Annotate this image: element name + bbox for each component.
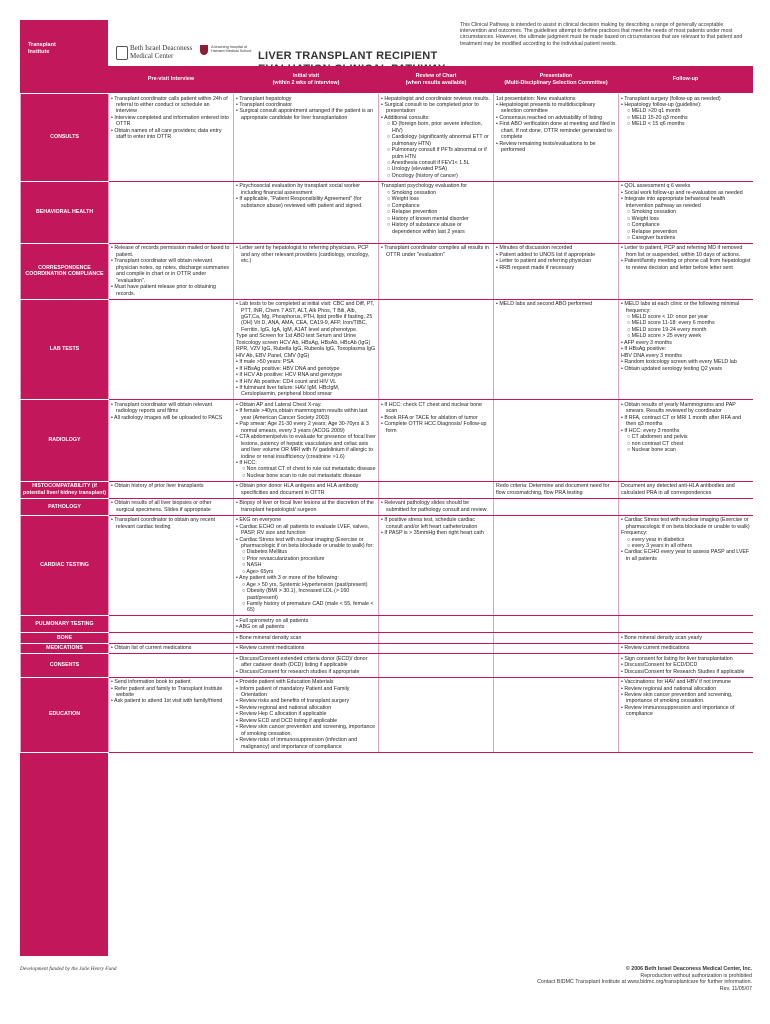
cell-item: • Transplant coordinator — [236, 101, 293, 108]
cell-item: HBV DNA every 3 months — [621, 352, 682, 359]
table-cell — [379, 481, 494, 498]
cell-item: • Inform patient of mandatory Patient and Family Orientation — [236, 685, 350, 699]
cell-item: ○ Urology (elevated PSA) — [387, 166, 448, 173]
cell-item: • First ABO verification done at meeting and filed in chart. If not done, OTTR reminder generated to complete — [496, 121, 616, 141]
table-row — [21, 498, 753, 515]
cell-item: ○ Age > 50 yrs, Systemic Hypertension (past/present) — [242, 581, 368, 588]
table-cell — [234, 633, 379, 643]
table-row — [21, 181, 753, 243]
table-cell — [234, 181, 379, 243]
row-label: BEHAVIORAL HEALTH — [21, 181, 109, 243]
cell-item: ○ Obesity (BMI > 30.1), Increased LDL (> 160 past/present) — [242, 588, 350, 601]
cell-item: • Obtain list of current medications — [111, 645, 192, 652]
institute-label-line: Transplant — [28, 42, 56, 48]
cell-item: • Ask patient to attend 1st visit with family/friend — [111, 698, 223, 705]
cell-item: • Review skin cancer prevention and screening, importance of smoking cessation. — [621, 692, 733, 705]
table-cell — [494, 677, 619, 752]
cell-item: • Hepatologist presents to multidisciplinary selection committee — [496, 101, 596, 115]
column-header-title: Pre-visit Interview — [147, 76, 195, 83]
cell-item: • Discuss/Consent extended criteria donor (ECD)/ donor after cadaver death (DCD) listing if applicable — [236, 655, 368, 669]
bidmc-logo-mark-icon — [116, 46, 128, 60]
table-cell — [234, 515, 379, 616]
cell-item: ○ Nuclear bone scan to rule out metastatic disease — [242, 472, 362, 479]
table-row — [21, 243, 753, 299]
cell-item: ○ Cardiology (significantly abnormal ETT or pulmonary HTN) — [387, 134, 489, 147]
table-cell — [619, 515, 753, 616]
table-cell — [619, 481, 753, 498]
cell-item: • Letter to patient, PCP and referring MD if removed from list or suspended, within 10 days of actions. — [621, 245, 743, 258]
cell-item: • Cardiac ECHO every year to assess PASP and LVEF in all patients — [621, 549, 750, 562]
cell-item: ○ every 3 years in all others — [627, 542, 693, 549]
cell-item: • Pap smear: Age 21-30 every 2 years; Age 30-70yrs & 3 normal smears, every 3 years (ACOG 2009) — [236, 421, 369, 434]
column-header-subtitle: (within 2 wks of interview) — [272, 79, 340, 86]
table-cell — [494, 633, 619, 643]
table-row — [21, 299, 753, 400]
cell-item: • If fulminant liver failure: HAV IgM, HBcIgM, Ceruloplasmin, peripheral blood smear — [236, 384, 340, 398]
cell-item: ○ ID (foreign born, prior severe infection, HIV) — [387, 121, 483, 134]
cell-item: • If male >50 years: PSA — [236, 359, 294, 366]
column-header-title: Review of Chart — [415, 73, 457, 80]
cell-item: • Review immunosuppression and importance of compliance — [621, 704, 735, 718]
table-cell — [619, 616, 753, 633]
cell-item: • All radiology images will be uploaded to PACS — [111, 414, 223, 421]
table-row — [21, 633, 753, 643]
cell-item: • Vaccinations: for HAV and HBV if not immune — [621, 679, 731, 686]
table-row — [21, 654, 753, 677]
cell-item: • Transplant coordinator compiles all results in OTTR under "evaluation" — [381, 245, 489, 258]
cell-item: • Psychosocial evaluation by transplant social worker including financial assessment — [236, 183, 361, 196]
cell-item: • Additional consults: — [381, 114, 430, 121]
cell-item: • Review remaining tests/evaluations to be performed — [496, 140, 596, 154]
cell-item: • Transplant coordinator to obtain any recent relevant cardiac testing — [111, 517, 216, 530]
cell-item: • Must have patient release prior to obtaining records. — [111, 284, 216, 297]
table-cell — [619, 299, 753, 400]
table-cell — [234, 643, 379, 653]
table-row — [21, 515, 753, 616]
bidmc-logo-line2: Medical Center — [130, 52, 174, 60]
copyright-line: © 2006 Beth Israel Deaconess Medical Center, Inc. — [625, 966, 752, 972]
cell-item: ○ NASH — [242, 562, 262, 569]
table-row — [21, 643, 753, 653]
cell-item: • Minutes of discussion recorded — [496, 245, 573, 252]
cell-item: ○ Oncology (history of cancer) — [387, 172, 458, 179]
cell-item: • If PASP is > 35mmHg then right heart cath — [381, 530, 484, 537]
table-cell — [379, 677, 494, 752]
row-label: CONSENTS — [21, 654, 109, 677]
cell-item: ○ MELD score 19-24 every month — [627, 326, 707, 333]
cell-item: Redo criteria: Determine and document need for flow crossmatching, flow PRA testing — [496, 483, 610, 496]
cell-item: ○ Weight loss — [627, 215, 659, 222]
bidmc-logo — [116, 44, 196, 62]
cell-item: • Transplant hepatology — [236, 95, 292, 102]
cell-item: ○ MELD 15-20 q3 months — [627, 114, 688, 121]
cell-item: • Social work follow-up and re-evaluation as needed — [621, 189, 743, 196]
table-cell — [109, 94, 234, 182]
cell-item: • Hepatologist and coordinator reviews results. — [381, 95, 491, 102]
cell-item: • Review Hep C allocation if applicable — [236, 711, 327, 718]
cell-item: • Obtain results of yearly Mammograms and PAP smears. Results reviewed by coordinator — [621, 401, 736, 415]
cell-item: • Integrate into appropriate behavioral health intervention pathway as needed — [621, 196, 726, 209]
row-label: PULMONARY TESTING — [21, 616, 109, 633]
cell-item: • Cardiac Stress test with nuclear imaging (Exercise or pharmacologic if on beta blockade or unable to walk) for: — [236, 536, 374, 549]
table-cell — [379, 498, 494, 515]
cell-item: • Complete OTTR HCC Diagnosis/ Follow-up form — [381, 421, 487, 434]
table-cell — [109, 643, 234, 653]
cell-item: ○ Prior revascularization procedure — [242, 555, 325, 562]
cell-item: • Obtain AP and Lateral Chest X-ray. — [236, 401, 322, 408]
harvard-logo — [200, 42, 260, 62]
cell-item: Frequency: — [621, 530, 648, 537]
table-row — [21, 677, 753, 752]
cell-item: ○ Compliance — [627, 222, 660, 229]
table-cell — [379, 654, 494, 677]
cell-item: • Full spirometry on all patients — [236, 617, 309, 624]
reproduction-line: Reproduction without authorization is prohibited — [640, 972, 752, 979]
column-header — [619, 66, 753, 94]
cell-item: ○ MELD >20 q1 month — [627, 108, 681, 115]
table-cell — [379, 643, 494, 653]
cell-item: • Hepatology follow-up (guideline): — [621, 101, 702, 108]
table-cell — [109, 181, 234, 243]
table-cell — [109, 633, 234, 643]
institute-label-line: Institute — [28, 48, 50, 55]
cell-item: • Random toxicology screen with every MELD lab — [621, 359, 737, 366]
table-cell — [109, 481, 234, 498]
cell-item: Type and Screen for 1st ABO test Serum and Urine Toxicology screen HCV Ab, HBsAg, HBsAb, HBcAb (IgG) RPR, VZV IgG, Rubella IgG, Rubeola IgG, Toxoplasma IgG HIV Ab, EBV Panel, CMV (IgG) — [236, 333, 376, 359]
cell-item: ○ CT abdomen and pelvis — [627, 434, 688, 441]
cell-item: • Discuss/Consent for Research Studies if applicable — [621, 668, 745, 675]
cell-item: • Letter to patient and referring physician — [496, 258, 592, 265]
table-cell — [619, 643, 753, 653]
cell-item: Document any detected anti-HLA antibodies and calculated PRA in all correspondences — [621, 483, 735, 496]
table-cell — [494, 643, 619, 653]
cell-item: • Review current medications — [621, 645, 690, 652]
table-cell — [109, 515, 234, 616]
cell-item: • If applicable, "Patient Responsibility Agreement" (for substance abuse) reviewed with patient and signed. — [236, 196, 363, 209]
cell-item: ○ every year in diabetics — [627, 536, 685, 543]
cell-item: • MELD labs and second ABO performed — [496, 301, 593, 308]
row-label: BONE — [21, 633, 109, 643]
column-header — [109, 66, 234, 94]
table-cell — [619, 633, 753, 643]
cell-item: • If HBsAg positive: — [621, 346, 667, 353]
cell-item: ○ Smoking cessation — [627, 209, 677, 216]
header-row — [21, 66, 753, 94]
cell-item: • Review regional and national allocation — [621, 685, 717, 692]
cell-item: • If HCC: — [236, 459, 257, 466]
cell-item: • Obtain results of all liver biopsies or other surgical specimens. Slides if appropriate — [111, 500, 212, 513]
table-cell — [494, 94, 619, 182]
cell-item: ○ non contrast CT chest — [627, 440, 684, 447]
cell-item: ○ MELD < 15 q6 months — [627, 121, 685, 128]
row-label: HISTOCOMPATABILITY (if potential liver/ kidney transplant) — [21, 481, 109, 498]
table-row — [21, 400, 753, 481]
row-label: PATHOLOGY — [21, 498, 109, 515]
table-cell — [234, 243, 379, 299]
table-row — [21, 616, 753, 633]
table-cell — [494, 299, 619, 400]
row-label: CONSULTS — [21, 94, 109, 182]
cell-item: • Review risks and benefits of transplant surgery — [236, 698, 350, 705]
column-header — [379, 66, 494, 94]
cell-item: ○ Relapse prevention — [387, 209, 438, 216]
cell-item: • Review risks of immunosuppression (infection and malignancy) and importance of compliance — [236, 737, 358, 750]
cell-item: • Discuss/Consent for ECD/DCD — [621, 662, 698, 669]
cell-item: ○ Family history of premature CAD (male < 55, female < 65) — [242, 601, 374, 614]
cell-item: ○ Nuclear bone scan — [627, 447, 676, 454]
table-cell — [234, 400, 379, 481]
cell-item: • Cardiac Stress test with nuclear imaging (Exercise or pharmacologic if on beta blockade or unable to walk) — [621, 517, 750, 530]
cell-item: • If HCC: check CT chest and nuclear bone scan — [381, 401, 482, 415]
table-cell — [109, 243, 234, 299]
cell-item: • If HCC: every 3 months — [621, 427, 680, 434]
cell-item: • Review current medications — [236, 645, 305, 652]
cell-item: Transplant psychology evaluation for — [381, 183, 468, 190]
table-cell — [379, 515, 494, 616]
cell-item: • Bone mineral density scan — [236, 634, 302, 641]
cell-item: • Any patient with 3 or more of the following: — [236, 575, 339, 582]
cell-item: • If HBsAg positive: HBV DNA and genotype — [236, 365, 340, 372]
intro-paragraph: This Clinical Pathway is intended to assist in clinical decision making by describing a range of generally acceptable intervention and outcomes. The guidelines attempt to define practices that meet the needs of most patients under most circumstances. However, the ultimate judgment must be made based on circumstances that are relevant to that patient and treatment may be modified according to the individual patient needs. — [460, 22, 743, 47]
table-cell — [494, 243, 619, 299]
cell-item: ○ Compliance — [387, 202, 420, 209]
table-cell — [619, 498, 753, 515]
table-cell — [379, 633, 494, 643]
cell-item: ○ Pulmonary consult if PFTs abnormal or if pulm HTN — [387, 147, 487, 160]
table-row — [21, 481, 753, 498]
table-cell — [234, 299, 379, 400]
cell-item: ○ Weight loss — [387, 196, 419, 203]
cell-item: • Bone mineral density scan yearly — [621, 634, 703, 641]
cell-item: ○ Anesthesia consult if FEV1< 1.5L — [387, 160, 470, 167]
table-cell — [494, 181, 619, 243]
table-cell — [494, 400, 619, 481]
harvard-logo-text: A teaching hospital of Harvard Medical School — [211, 45, 252, 54]
row-label: EDUCATION — [21, 677, 109, 752]
harvard-crest-icon — [200, 45, 208, 55]
table-cell — [234, 677, 379, 752]
row-label: CORRESPONDENCE COORDINATION COMPLIANCE — [21, 243, 109, 299]
cell-item: • Interview completed and information entered into OTTR — [111, 114, 229, 128]
table-cell — [494, 515, 619, 616]
table-cell — [234, 654, 379, 677]
cell-item: • Send information book to patient — [111, 679, 191, 686]
cell-item: • Lab tests to be completed at initial visit: CBC and Diff, PT, PTT, INR, Chem 7 AST, ALT, Alk Phos, T Bili, Alb, gGT,Ca, Mg, Phosphorus, PTH, lipid profile if fasting, 25 (OH) Vit D, ANA, AMA, CEA, CA19-9, AFP, Iron/TIBC, Ferritin, IgG, IgA, IgM, A1AT level and phenotype. — [236, 301, 375, 333]
cell-item: • Obtain names of all care providers; data entry staff to enter into OTTR — [111, 127, 222, 141]
table-cell — [619, 243, 753, 299]
cell-item: • ABG on all patients — [236, 624, 285, 631]
table-cell — [619, 400, 753, 481]
cell-item: • Refer patient and family to Transplant Institute website — [111, 685, 223, 699]
column-header — [234, 66, 379, 94]
copyright-block — [537, 966, 752, 992]
table-cell — [494, 481, 619, 498]
pathway-table — [20, 66, 753, 753]
table-cell — [234, 94, 379, 182]
table-cell — [109, 400, 234, 481]
table-cell — [379, 616, 494, 633]
title-line1: LIVER TRANSPLANT RECIPIENT — [258, 50, 438, 62]
table-body — [21, 94, 753, 753]
cell-item: • Letter sent by hepatologist to referring physicians, PCP and any other relevant providers (cardiology, oncology, etc.) — [236, 245, 370, 265]
table-cell — [494, 654, 619, 677]
cell-item: • Biopsy of liver or focal liver lesions at the discretion of the transplant hepatologist/ surgeon — [236, 500, 374, 513]
table-cell — [379, 243, 494, 299]
cell-item: • Relevant pathology slides should be submitted for pathology consult and review — [381, 500, 487, 513]
cell-item: • If positive stress test, schedule cardiac consult and/or left heart catheterization — [381, 517, 478, 530]
row-label: CARDIAC TESTING — [21, 515, 109, 616]
cell-item: • Surgical consult appointment arranged if the patient is an appropriate candidate for liver transplantation — [236, 108, 374, 121]
table-cell — [494, 616, 619, 633]
header-corner — [21, 66, 109, 94]
revision-line: Rev. 11/05/07 — [719, 985, 752, 992]
table-cell — [619, 181, 753, 243]
cell-item: ○ History of known mental disorder — [387, 215, 469, 222]
table-cell — [379, 181, 494, 243]
table-cell — [494, 498, 619, 515]
cell-item: • Patient/family meeting or phone call from hepatologist to review decision and letter before letter sent — [621, 258, 751, 271]
cell-item: • Transplant coordinator will obtain relevant radiology reports and films — [111, 401, 213, 415]
cell-item: ○ Relapse prevention — [627, 228, 678, 235]
cell-item: ○ MELD score 11-18: every 6 months — [627, 320, 715, 327]
table-cell — [379, 400, 494, 481]
column-header-title: Presentation — [539, 73, 573, 80]
table-cell — [109, 677, 234, 752]
cell-item: ○ Age> 65yrs — [242, 568, 274, 575]
cell-item: • If RFA, contract CT or MRI 1 month after RFA and then q3 months — [621, 414, 742, 428]
table-cell — [619, 677, 753, 752]
table-cell — [619, 654, 753, 677]
row-label: LAB TESTS — [21, 299, 109, 400]
cell-item: • AFP every 3 months — [621, 339, 672, 346]
cell-item: ○ MELD score < 10: once per year — [627, 314, 709, 320]
cell-item: ○ Caregiver burdens — [627, 235, 676, 242]
bidmc-logo-line1: Beth Israel Deaconess — [130, 44, 193, 52]
column-header-title: Follow-up — [672, 76, 699, 83]
cell-item: 1st presentation: New evaluations — [496, 95, 576, 102]
cell-item: • Transplant surgery (follow-up as needed) — [621, 95, 721, 102]
cell-item: ○ Diabetes Mellitus — [242, 549, 288, 556]
cell-item: • Review ECD and DCD listing if applicable — [236, 717, 338, 724]
cell-item: • Consensus reached on advisability of listing — [496, 114, 603, 121]
cell-item: • Sign consent for listing for liver transplantation — [621, 655, 733, 662]
cell-item: • If HIV Ab positive: CD4 count and HIV VL — [236, 378, 337, 385]
row-label: RADIOLOGY — [21, 400, 109, 481]
cell-item: • Obtain history of prior liver transplants — [111, 483, 204, 490]
table-cell — [109, 299, 234, 400]
institute-label — [28, 42, 100, 55]
row-label: MEDICATIONS — [21, 643, 109, 653]
cell-item: • MELD labs at each clinic or the following minimal frequency: — [621, 301, 740, 314]
cell-item: • Provide patient with Education Materials — [236, 679, 334, 686]
table-cell — [379, 299, 494, 400]
table-cell — [234, 481, 379, 498]
cell-item: • Obtain prior donor HLA antigens and HLA antibody specificities and document in OTTR — [236, 483, 359, 496]
cell-item: • Cardiac ECHO on all patients to evaluate LVEF, valves, PASP, RV size and function — [236, 523, 370, 537]
cell-item: • Obtain updated serology testing Q2 years — [621, 365, 723, 372]
cell-item: • If HCV Ab positive: HCV RNA and genotype — [236, 372, 343, 379]
cell-item: • Patient added to UNOS list if appropriate — [496, 251, 596, 258]
cell-item: ○ MELD score > 25 every week — [627, 333, 702, 340]
cell-item: • Surgical consult to be completed prior to presentation — [381, 101, 479, 115]
cell-item: • Transplant coordinator calls patient within 24h of referral to either conduct or schedule an interview — [111, 95, 228, 115]
table-cell — [109, 616, 234, 633]
cell-item: • QOL assessment q 6 weeks — [621, 183, 691, 190]
cell-item: ○ Non contrast CT of chest to rule out metastatic disease — [242, 466, 376, 473]
funding-note: Development funded by the Julie Henry Fund — [20, 966, 117, 972]
column-header-title: Initial visit — [292, 73, 320, 80]
cell-item: • If female >40yrs,obtain mammogram results within last year (American Cancer Society 2003) — [236, 408, 368, 421]
cell-item: • Review skin cancer prevention and screening, importance of smoking cessation. — [236, 724, 376, 737]
cell-item: • Book RFA or TACE for ablation of tumor — [381, 414, 478, 421]
cell-item: ○ Smoking cessation — [387, 189, 437, 196]
cell-item: • RRB request made if necessary — [496, 264, 575, 271]
column-header-subtitle: (when results available) — [405, 79, 467, 86]
contact-line: Contact BIDMC Transplant Institute at www.bidmc.org/transplantcare for further information. — [537, 979, 752, 986]
cell-item: • Review regional and national allocation — [236, 704, 332, 711]
table-cell — [234, 498, 379, 515]
table-cell — [379, 94, 494, 182]
table-cell — [619, 94, 753, 182]
cell-item: • Transplant coordinator will obtain relevant physician notes, op notes, discharge summaries and compile in chart or in OTTR under "evaluation". — [111, 258, 230, 284]
cell-item: • EKG on everyone — [236, 517, 282, 524]
column-header — [494, 66, 619, 94]
table-row — [21, 94, 753, 182]
table-cell — [109, 498, 234, 515]
column-header-subtitle: (Multi-Disciplinary Selection Committee) — [504, 79, 608, 86]
table-cell — [109, 654, 234, 677]
table-cell — [234, 616, 379, 633]
cell-item: • Discuss/Consent for research studies if appropriate — [236, 668, 360, 675]
cell-item: • CTA abdomen/pelvis to evaluate for presence of focal liver lesions, patency of hepatic vasculature and celiac axis and liver volume OR MRI with IV gadolinium if allergic to iodine or renal insufficiency (creatinine >1.6) — [236, 434, 376, 460]
cell-item: ○ History of substance abuse or dependence within last 2 years — [387, 222, 465, 235]
cell-item: • Release of records permission mailed or faxed to patient. — [111, 245, 230, 258]
